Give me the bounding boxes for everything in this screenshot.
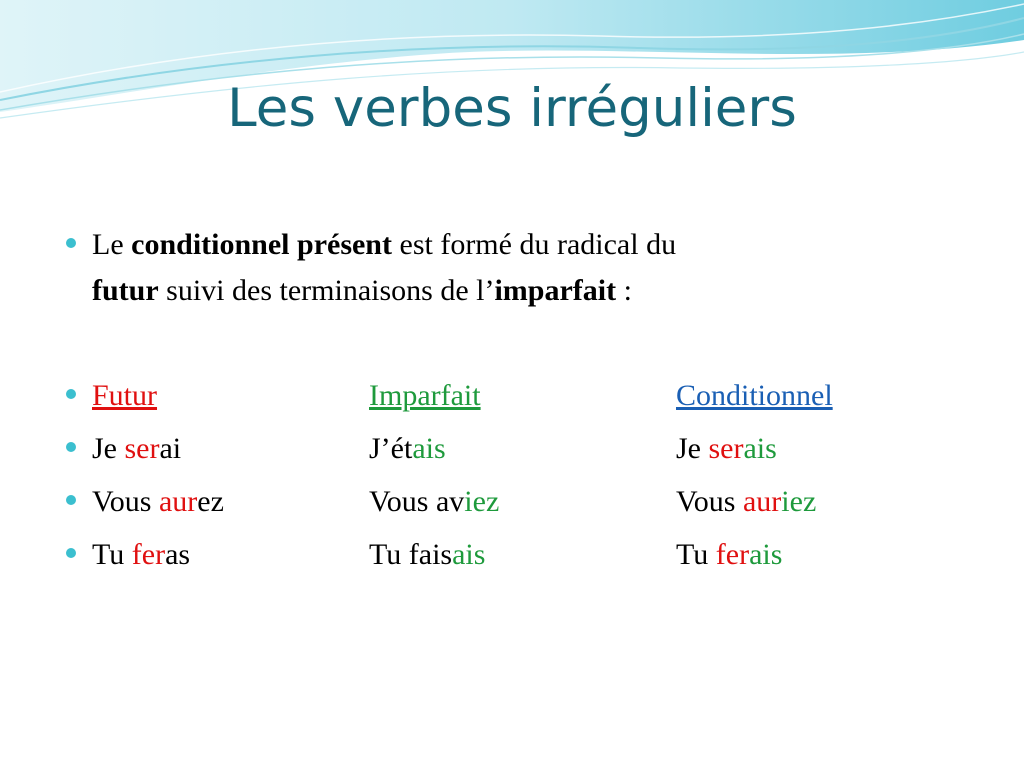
- subject: Je: [92, 432, 125, 465]
- ending: iez: [464, 485, 500, 518]
- ending: ais: [749, 538, 783, 571]
- subject: Tu: [92, 538, 132, 571]
- conditionnel-cell: [676, 434, 777, 464]
- header-conditionnel: Conditionnel: [676, 379, 833, 412]
- intro-bold-term: imparfait: [494, 274, 617, 307]
- slide-title: Les verbes irréguliers: [227, 78, 797, 139]
- bullet-icon: [66, 548, 76, 558]
- stem: fer: [715, 538, 750, 571]
- intro-text: Le: [92, 228, 132, 261]
- ending: iez: [781, 485, 817, 518]
- conditionnel-cell: [676, 487, 816, 517]
- stem: ser: [124, 432, 160, 465]
- intro-text: suivi des terminaisons de l’: [158, 274, 495, 307]
- bullet-icon: [66, 238, 76, 248]
- ending: ai: [159, 432, 182, 465]
- intro-text: :: [616, 274, 632, 307]
- intro-text: est formé du radical du: [392, 228, 677, 261]
- ending: as: [165, 538, 191, 571]
- stem: aur: [742, 485, 782, 518]
- conditionnel-cell: [676, 540, 782, 570]
- stem: aur: [158, 485, 198, 518]
- header-imparfait: Imparfait: [369, 379, 481, 412]
- intro-line-1: [92, 230, 676, 260]
- subject: Vous: [92, 485, 159, 518]
- prefix: Tu fais: [369, 538, 453, 571]
- bullet-icon: [66, 442, 76, 452]
- stem: ser: [708, 432, 744, 465]
- futur-cell: [92, 540, 190, 570]
- intro-bold-term: futur: [92, 274, 159, 307]
- imparfait-cell: [369, 487, 499, 517]
- bullet-icon: [66, 495, 76, 505]
- imparfait-cell: [369, 540, 485, 570]
- ending: ez: [197, 485, 224, 518]
- subject: Vous: [676, 485, 743, 518]
- intro-line-2: [92, 276, 632, 306]
- futur-cell: [92, 487, 224, 517]
- prefix: Vous av: [369, 485, 465, 518]
- bullet-icon: [66, 389, 76, 399]
- imparfait-cell: [369, 434, 446, 464]
- subject: Tu: [676, 538, 716, 571]
- subject: Je: [676, 432, 709, 465]
- intro-bold-term: conditionnel présent: [131, 228, 392, 261]
- ending: ais: [412, 432, 446, 465]
- futur-cell: [92, 434, 181, 464]
- header-futur: Futur: [92, 379, 158, 412]
- ending: ais: [452, 538, 486, 571]
- prefix: J’ét: [369, 432, 413, 465]
- stem: fer: [131, 538, 166, 571]
- ending: ais: [743, 432, 777, 465]
